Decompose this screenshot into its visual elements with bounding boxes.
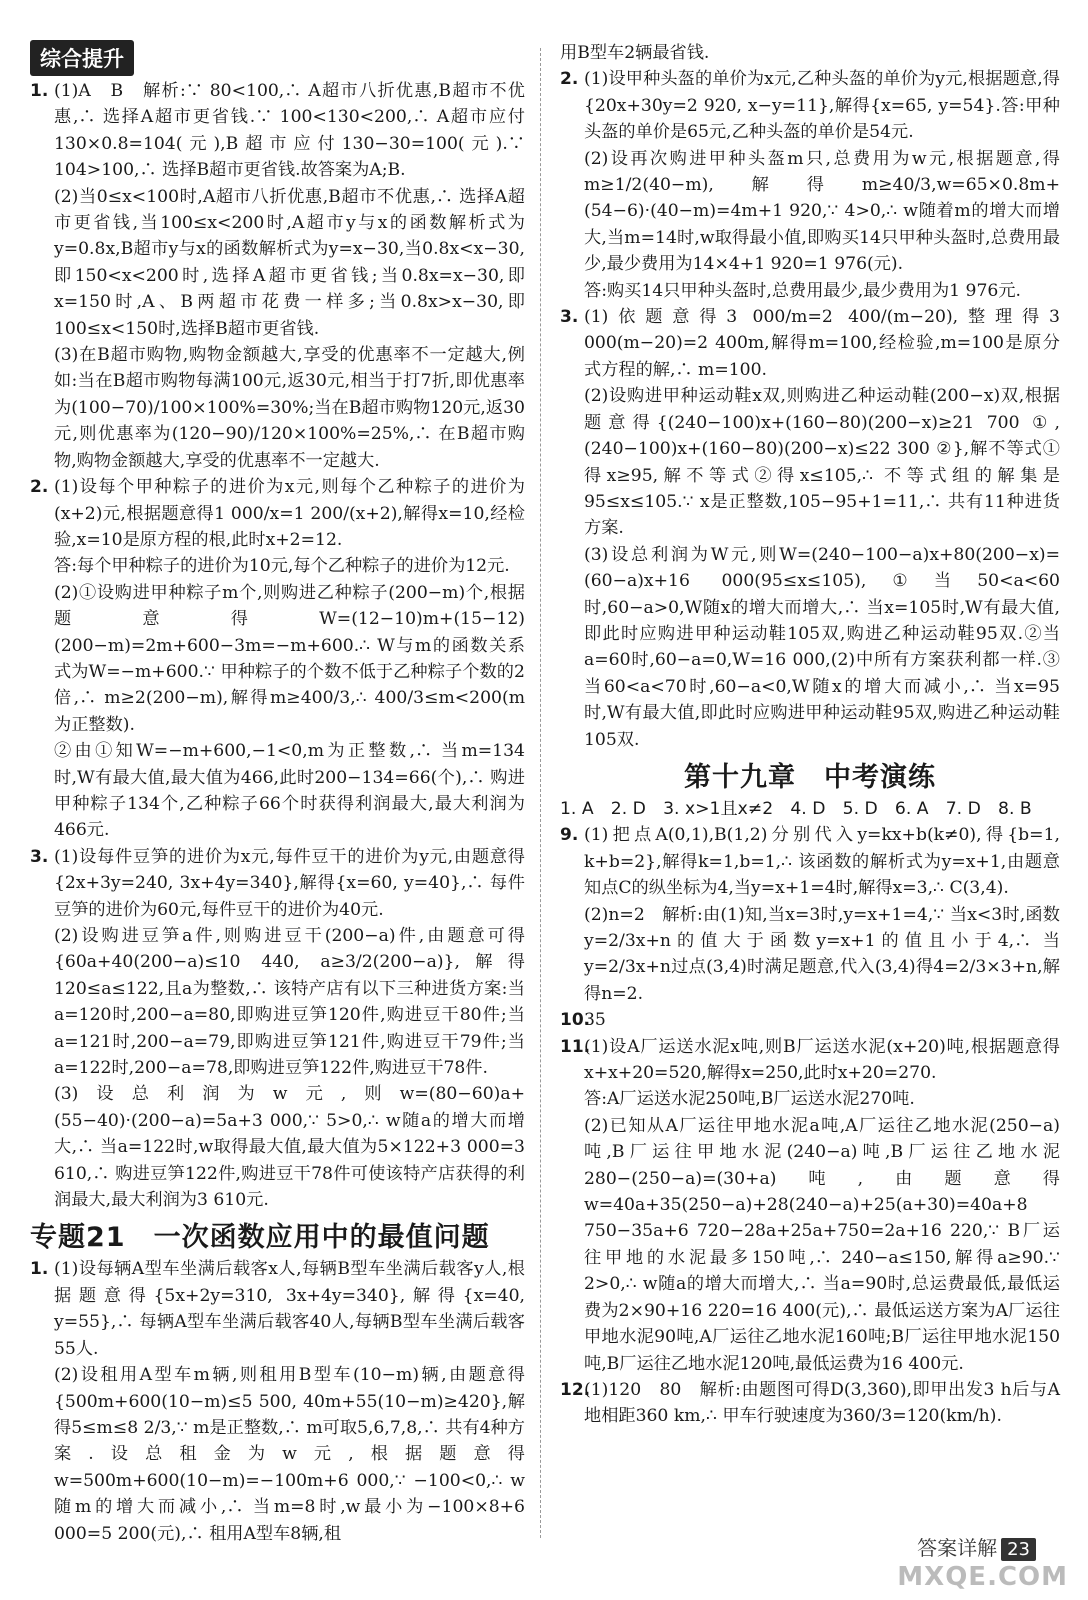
topic-question-1: 1. (1)设每辆A型车坐满后载客x人,每辆B型车坐满后载客y人,根据题意得{5x+2y=310, 3x+4y=340},解得{x=40, y=55},∴ 每辆A型车坐满后载客40人,每辆B型车坐满后载客55人. (2)设租用A型车m辆,则租用B型车(10−m)辆,由题意得{500m+600(10−m)≤5 500, 40m+55(10−m)≥420},解得5≤m≤8 2/3,∵ m是正整数,∴ m可取5,6,7,8,∴ 共有4种方案.设总租金为w元,根据题意得w=500m+600(10−m)=−100m+6 000,∵ −100<0,∴ w随m的增大而减小,∴ 当m=8时,w最小为−100×8+6 000=5 200(元),∴ 租用A型车8辆,租	[30, 1259, 525, 1544]
column-divider	[540, 48, 541, 1538]
watermark: MXQE.COM	[897, 1562, 1068, 1592]
section-badge: 综合提升	[30, 40, 134, 76]
page-number: 23	[1001, 1538, 1036, 1561]
topic-heading: 专题21 一次函数应用中的最值问题	[30, 1222, 490, 1254]
left-column	[30, 40, 525, 1547]
chapter-question-10: 10. 35	[560, 1010, 606, 1031]
chapter-question-12: 12. (1)120 80 解析:由题图可得D(3,360),即甲出发3 h后与A地相距360 km,∴ 甲车行驶速度为360/3=120(km/h).	[560, 1379, 1060, 1427]
chapter-question-11: 11. (1)设A厂运送水泥x吨,则B厂运送水泥(x+20)吨,根据题意得x+x+20=520,解得x=250,此时x+20=270. 答:A厂运送水泥250吨,B厂运送水泥270吨. (2)已知从A厂运往甲地水泥a吨,A厂运往乙地水泥(250−a)吨,B厂运往甲地水泥(240−a)吨,B厂运往乙地水泥280−(250−a)=(30+a)吨,由题意得w=40a+35(250−a)+28(240−a)+25(a+30)=40a+8 750−35a+6 720−28a+25a+750=2a+16 220,∵ B厂运往甲地的水泥最多150吨,∴ 240−a≤150,解得a≥90.∵ 2>0,∴ w随a的增大而增大,∴ 当a=90时,总运费最低,最低运费为2×90+16 220=16 400(元),∴ 最低运送方案为A厂运往甲地水泥90吨,A厂运往乙地水泥160吨;B厂运往甲地水泥150吨,B厂运往乙地水泥120吨,最低运费为16 400元.	[560, 1036, 1060, 1374]
question-1: 1. (1)A B 解析:∵ 80<100,∴ A超市八折优惠,B超市不优惠,∴ 选择A超市更省钱.∵ 100<130<200,∴ A超市应付130×0.8=104(元),B超市应付130−30=100(元).∵ 104>100,∴ 选择B超市更省钱.故答案为A;B. (2)当0≤x<100时,A超市八折优惠,B超市不优惠,∴ 选择A超市更省钱,当100≤x<200时,A超市y与x的函数解析式为y=0.8x,B超市y与x的函数解析式为y=x−30,当0.8x<x−30,即150<x<200时,选择A超市更省钱;当0.8x=x−30,即x=150时,A、B两超市花费一样多;当0.8x>x−30,即100≤x<150时,选择B超市更省钱. (3)在B超市购物,购物金额越大,享受的优惠率不一定越大,例如:当在B超市购物每满100元,返30元,相当于打7折,即优惠率为(100−70)/100×100%=30%;当在B超市购物120元,返30元,则优惠率为(120−90)/120×100%=25%,∴ 在B超市购物,购物金额越大,享受的优惠率不一定越大.	[30, 81, 525, 471]
question-2: 2. (1)设每个甲种粽子的进价为x元,则每个乙种粽子的进价为(x+2)元,根据题意得1 000/x=1 200/(x+2),解得x=10,经检验,x=10是原方程的根,此时x+2=12. 答:每个甲种粽子的进价为10元,每个乙种粽子的进价为12元. (2)①设购进甲种粽子m个,则购进乙种粽子(200−m)个,根据题意得W=(12−10)m+(15−12)(200−m)=2m+600−3m=−m+600.∴ W与m的函数关系式为W=−m+600.∵ 甲种粽子的个数不低于乙种粽子个数的2倍,∴ m≥2(200−m),解得m≥400/3,∴ 400/3≤m<200(m为正整数). ②由①知W=−m+600,−1<0,m为正整数,∴ 当m=134时,W有最大值,最大值为466,此时200−134=66(个),∴ 购进甲种粽子134个,乙种粽子66个时获得利润最大,最大利润为466元.	[30, 477, 525, 841]
chapter-question-9: 9. (1)把点A(0,1),B(1,2)分别代入y=kx+b(k≠0),得{b=1, k+b=2},解得k=1,b=1,∴ 该函数的解析式为y=x+1,由题意知点C的纵坐标为4,当y=x+1=4时,解得x=3,∴ C(3,4). (2)n=2 解析:由(1)知,当x=3时,y=x+1=4,∵ 当x<3时,函数y=2/3x+n的值大于函数y=x+1的值且小于4,∴ 当y=2/3x+n过点(3,4)时满足题意,代入(3,4)得4=2/3×3+n,解得n=2.	[560, 825, 1060, 1004]
question-3: 3. (1)设每件豆笋的进价为x元,每件豆干的进价为y元,由题意得{2x+3y=240, 3x+4y=340},解得{x=60, y=40},∴ 每件豆笋的进价为60元,每件豆干的进价为40元. (2)设购进豆笋a件,则购进豆干(200−a)件,由题意可得{60a+40(200−a)≤10 440, a≥3/2(200−a)},解得120≤a≤122,且a为整数,∴ 该特产店有以下三种进货方案:当a=120时,200−a=80,即购进豆笋120件,购进豆干80件;当a=121时,200−a=79,即购进豆笋121件,购进豆干79件;当a=122时,200−a=78,即购进豆笋122件,购进豆干78件. (3)设总利润为w元,则w=(80−60)a+(55−40)·(200−a)=5a+3 000,∵ 5>0,∴ w随a的增大而增大,∴ 当a=122时,w取得最大值,最大值为5×122+3 000=3 610,∴ 购进豆笋122件,购进豆干78件可使该特产店获得的利润最大,最大利润为3 610元.	[30, 846, 525, 1211]
right-column	[560, 40, 1060, 1430]
page-footer	[917, 1532, 1036, 1561]
chapter-heading: 第十九章 中考演练	[684, 761, 936, 793]
footer-label: 答案详解	[917, 1536, 998, 1560]
continued-text: 用B型车2辆最省钱.	[560, 43, 710, 63]
short-answers: 1. A 2. D 3. x>1且x≠2 4. D 5. D 6. A 7. D 8. B	[560, 798, 1032, 819]
topic-question-3: 3. (1)依题意得3 000/m=2 400/(m−20),整理得3 000(m−20)=2 400m,解得m=100,经检验,m=100是原分式方程的解,∴ m=100. (2)设购进甲种运动鞋x双,则购进乙种运动鞋(200−x)双,根据题意得{(240−100)x+(160−80)(200−x)≥21 700 ①, (240−100)x+(160−80)(200−x)≤22 300 ②},解不等式①得x≥95,解不等式②得x≤105,∴ 不等式组的解集是95≤x≤105.∵ x是正整数,105−95+1=11,∴ 共有11种进货方案. (3)设总利润为W元,则W=(240−100−a)x+80(200−x)=(60−a)x+16 000(95≤x≤105),①当50<a<60时,60−a>0,W随x的增大而增大,∴ 当x=105时,W有最大值,即此时应购进甲种运动鞋105双,购进乙种运动鞋95双.②当a=60时,60−a=0,W=16 000,(2)中所有方案获利都一样.③当60<a<70时,60−a<0,W随x的增大而减小,∴ 当x=95时,W有最大值,即此时应购进甲种运动鞋95双,购进乙种运动鞋105双.	[560, 307, 1060, 750]
topic-question-2: 2. (1)设甲种头盔的单价为x元,乙种头盔的单价为y元,根据题意,得{20x+30y=2 920, x−y=11},解得{x=65, y=54}.答:甲种头盔的单价是65元,乙种头盔的单价是54元. (2)设再次购进甲种头盔m只,总费用为w元,根据题意,得m≥1/2(40−m),解得m≥40/3,w=65×0.8m+(54−6)·(40−m)=4m+1 920,∵ 4>0,∴ w随着m的增大而增大,当m=14时,w取得最小值,即购买14只甲种头盔时,总费用最少,最少费用为14×4+1 920=1 976(元). 答:购买14只甲种头盔时,总费用最少,最少费用为1 976元.	[560, 69, 1060, 301]
